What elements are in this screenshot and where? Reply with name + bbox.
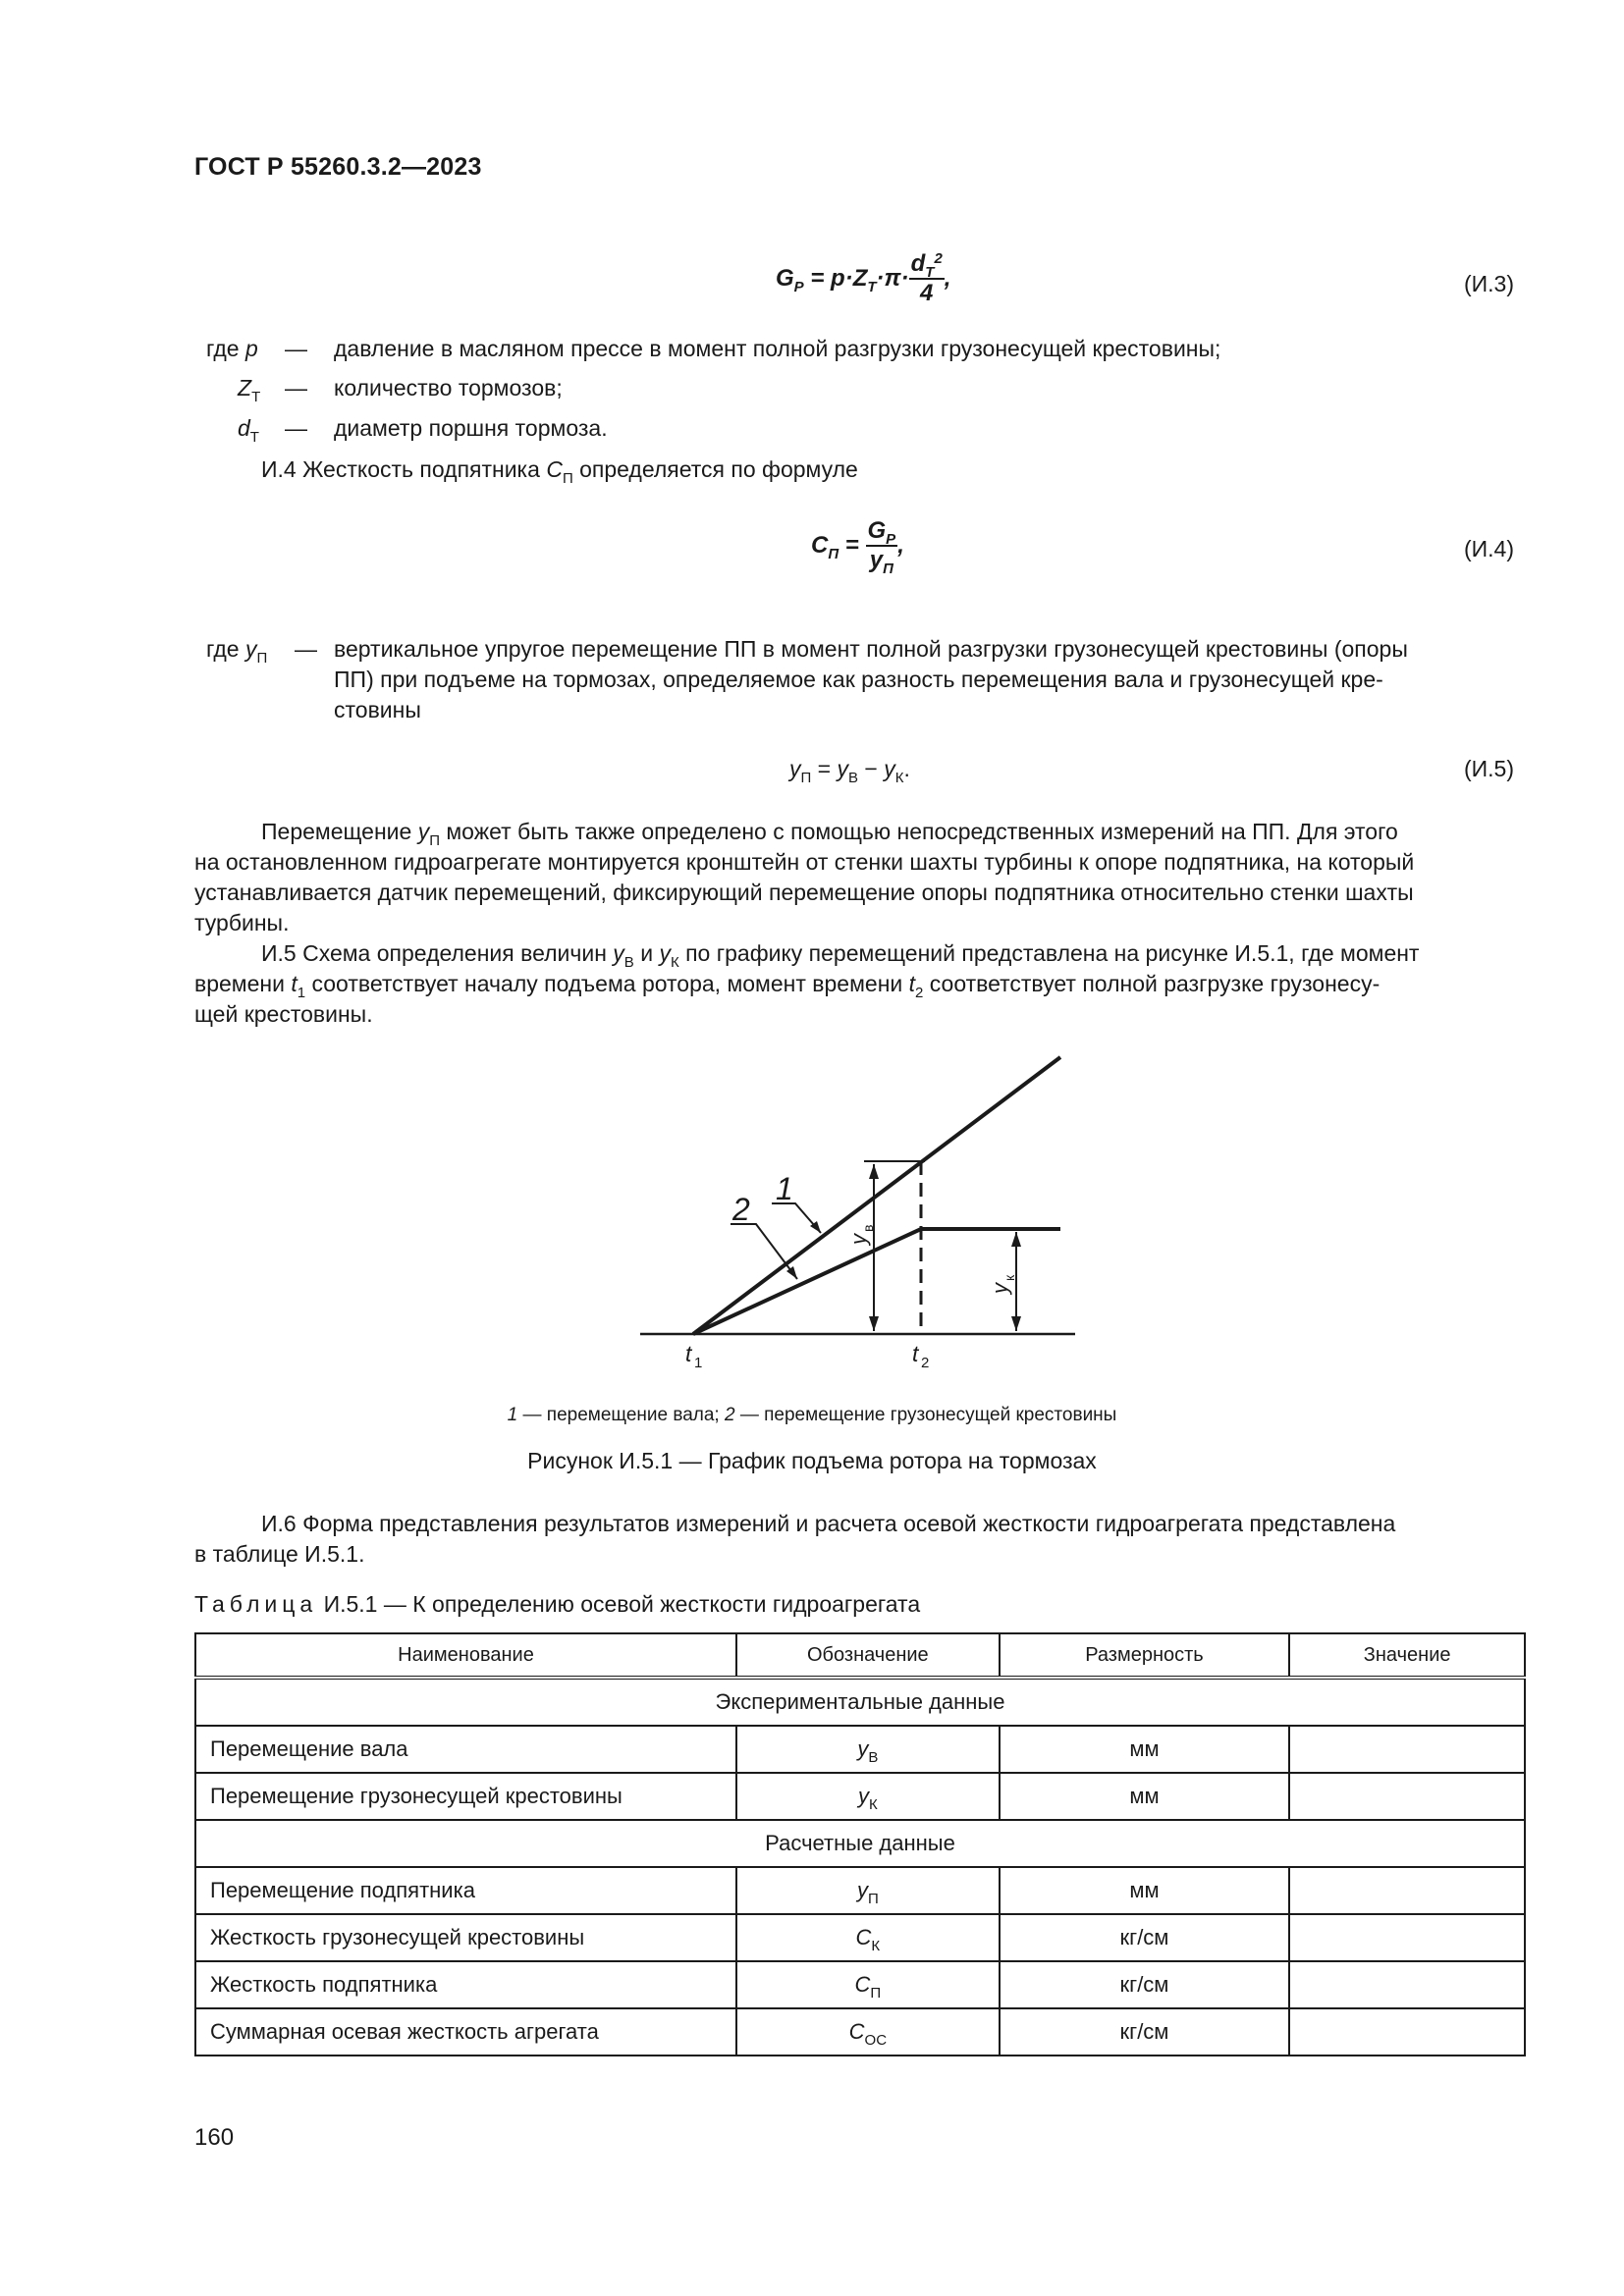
- yk-label-sub: к: [1001, 1274, 1017, 1281]
- t1-label-sub: 1: [694, 1355, 703, 1371]
- page-number: 160: [194, 2124, 235, 2151]
- document-header: ГОСТ Р 55260.3.2—2023: [194, 153, 482, 181]
- column-header: Значение: [1289, 1633, 1525, 1678]
- paragraph-i6: И.6 Форма представления результатов измерений и расчета осевой жесткости гидроагрегата представлена в таблице И.5.1.: [194, 1511, 1396, 1567]
- table-section-row: [195, 1820, 1525, 1867]
- paragraph-i4: И.4 Жесткость подпятника $С_П$ определяется по формуле: [261, 456, 858, 487]
- arrowhead: [1011, 1316, 1021, 1331]
- t1-label: t: [685, 1341, 692, 1366]
- arrowhead: [1011, 1232, 1021, 1247]
- column-header: Наименование: [195, 1633, 736, 1678]
- yk-label: у: [988, 1283, 1012, 1294]
- definition-dash: —: [285, 375, 307, 400]
- cell-value: [1289, 2008, 1525, 2056]
- cell-unit: кг/см: [1000, 1961, 1290, 2008]
- figure-legend: 1 — перемещение вала; 2 — перемещение грузонесущей крестовины: [507, 1405, 1117, 1425]
- table-row: [195, 1961, 1525, 2008]
- yv-label-sub: в: [860, 1224, 876, 1232]
- cell-symbol: $С_П$: [736, 1961, 1000, 2008]
- definition-text-line: вертикальное упругое перемещение ПП в момент полной разгрузки грузонесущей крестовины (опоры: [334, 636, 1408, 662]
- column-header: Размерность: [1000, 1633, 1290, 1678]
- cell-name: Суммарная осевая жесткость агрегата: [195, 2008, 736, 2056]
- t2-label: t: [912, 1341, 919, 1366]
- definition-row: $d_Т$: [238, 415, 259, 446]
- cell-symbol: $С_К$: [736, 1914, 1000, 1961]
- curve-2-label: 2: [732, 1192, 750, 1227]
- cell-unit: кг/см: [1000, 2008, 1290, 2056]
- cell-value: [1289, 1726, 1525, 1773]
- t2-label-sub: 2: [921, 1355, 930, 1371]
- cell-value: [1289, 1914, 1525, 1961]
- arrowhead: [869, 1316, 879, 1331]
- cell-unit: кг/см: [1000, 1914, 1290, 1961]
- definition-dash: —: [285, 336, 307, 361]
- cell-symbol: $у_К$: [736, 1773, 1000, 1820]
- formula-i4: $C_П$ = $\frac{G_P}{y_П}$ ,: [811, 517, 904, 577]
- definition-text-line: стовины: [334, 697, 421, 722]
- definition-text: диаметр поршня тормоза.: [334, 415, 608, 441]
- table-row: [195, 2008, 1525, 2056]
- definition-row: $Z_Т$: [238, 375, 261, 405]
- definition-text: давление в масляном прессе в момент полной разгрузки грузонесущей крестовины;: [334, 336, 1221, 361]
- yv-label: у: [846, 1234, 871, 1245]
- definition-row: где $у_П$: [206, 636, 268, 667]
- cell-name: Перемещение грузонесущей крестовины: [195, 1773, 736, 1820]
- cell-name: Перемещение подпятника: [195, 1867, 736, 1914]
- paragraph-displacement: Перемещение $y_П$ может быть также определено с помощью непосредственных измерений на ПП. Для этого на остановленном гидроагрегате монтируется кронштейн от стенки шахты турбины к опоре подпятника, на который устанавливается датчик перемещений, фиксирующий перемещение опоры подпятника относительно стенки шахты турбины.: [194, 819, 1415, 935]
- section-title-calculated: Расчетные данные: [195, 1820, 1525, 1867]
- cell-value: [1289, 1867, 1525, 1914]
- equation-number-i3: (И.3): [1463, 271, 1514, 296]
- table-row: [195, 1867, 1525, 1914]
- cell-value: [1289, 1773, 1525, 1820]
- cell-name: Жесткость грузонесущей крестовины: [195, 1914, 736, 1961]
- formula-i5: $y_П = y_В - y_К$.: [789, 756, 910, 786]
- equation-number-i5: (И.5): [1463, 756, 1514, 781]
- definition-text: количество тормозов;: [334, 375, 563, 400]
- curve-1-label: 1: [776, 1171, 793, 1206]
- cell-name: Перемещение вала: [195, 1726, 736, 1773]
- table-caption: Таблица И.5.1 — К определению осевой жесткости гидроагрегата: [194, 1591, 921, 1617]
- table-row: [195, 1726, 1525, 1773]
- cell-symbol: $у_В$: [736, 1726, 1000, 1773]
- table-row: [195, 1773, 1525, 1820]
- definition-row: где p: [206, 336, 258, 361]
- equation-number-i4: (И.4): [1463, 536, 1514, 561]
- figure-title: Рисунок И.5.1 — График подъема ротора на тормозах: [527, 1448, 1097, 1473]
- definition-text-line: ПП) при подъеме на тормозах, определяемое как разность перемещения вала и грузонесущей кре-: [334, 667, 1383, 692]
- paragraph-i5: И.5 Схема определения величин $y_В$ и $y_К$ по графику перемещений представлена на рисунке И.5.1, где момент времени $t_1$ соответствует началу подъема ротора, момент времени $t_2$ соответствует полной разгрузке грузонесу- щей крестовины.: [194, 940, 1420, 1027]
- table-section-row: [195, 1678, 1525, 1726]
- leader-curve-1: [772, 1203, 821, 1233]
- definition-dash: —: [285, 415, 307, 441]
- cell-unit: мм: [1000, 1726, 1290, 1773]
- table-header-row: [195, 1633, 1525, 1678]
- axial-stiffness-table: [194, 1632, 1526, 2056]
- cell-value: [1289, 1961, 1525, 2008]
- table-row: [195, 1914, 1525, 1961]
- cell-unit: мм: [1000, 1773, 1290, 1820]
- cell-symbol: $С_{ОС}$: [736, 2008, 1000, 2056]
- column-header: Обозначение: [736, 1633, 1000, 1678]
- arrowhead: [869, 1164, 879, 1179]
- cell-unit: мм: [1000, 1867, 1290, 1914]
- cell-symbol: $у_П$: [736, 1867, 1000, 1914]
- formula-i3: $G_P = p\cdot Z_T\cdot\pi\cdot$ $\frac{d_T^2}{4}$ ,: [776, 250, 951, 306]
- cell-name: Жесткость подпятника: [195, 1961, 736, 2008]
- section-title-experimental: Экспериментальные данные: [195, 1678, 1525, 1726]
- definition-dash: —: [295, 636, 317, 662]
